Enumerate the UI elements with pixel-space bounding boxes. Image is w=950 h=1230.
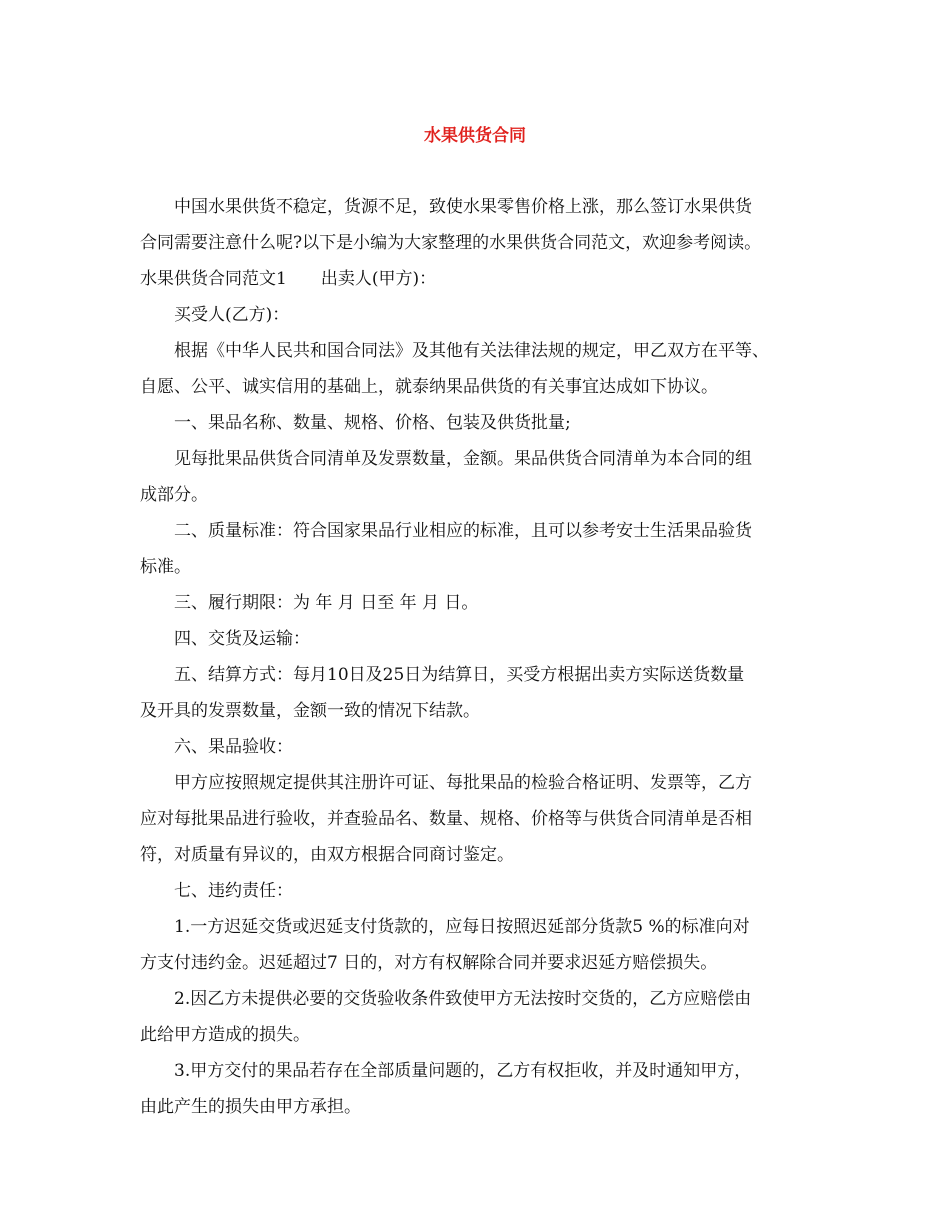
paragraph-line: 买受人(乙方)： — [174, 305, 290, 325]
paragraph-line: 根据《中华人民共和国合同法》及其他有关法律法规的规定，甲乙双方在平等、 — [174, 341, 769, 361]
sample-heading: 水果供货合同范文1 — [140, 269, 287, 289]
paragraph-line: 自愿、公平、诚实信用的基础上，就泰纳果品供货的有关事宜达成如下协议。 — [140, 377, 718, 397]
paragraph-line: 甲方应按照规定提供其注册许可证、每批果品的检验合格证明、发票等，乙方 — [174, 773, 752, 793]
document-body — [140, 189, 820, 1125]
paragraph-line: 标准。 — [140, 557, 191, 577]
section-heading: 五、结算方式：每月10日及25日为结算日，买受方根据出卖方实际送货数量 — [174, 665, 745, 685]
section-heading: 七、违约责任： — [174, 881, 293, 901]
paragraph-line: 及开具的发票数量，金额一致的情况下结款。 — [140, 701, 480, 721]
section-heading: 一、果品名称、数量、规格、价格、包装及供货批量; — [174, 413, 571, 433]
paragraph-line: 成部分。 — [140, 485, 208, 505]
section-heading: 六、果品验收： — [174, 737, 293, 757]
paragraph-line: 此给甲方造成的损失。 — [140, 1025, 310, 1045]
paragraph-line: 中国水果供货不稳定，货源不足，致使水果零售价格上涨，那么签订水果供货 — [174, 197, 752, 217]
paragraph-line — [140, 261, 820, 297]
paragraph-line: 符，对质量有异议的，由双方根据合同商讨鉴定。 — [140, 845, 514, 865]
paragraph-line: 合同需要注意什么呢?以下是小编为大家整理的水果供货合同范文，欢迎参考阅读。 — [140, 233, 762, 253]
paragraph-line: 1.一方迟延交货或迟延支付货款的，应每日按照迟延部分货款5 %的标准向对 — [174, 917, 750, 937]
paragraph-line: 方支付违约金。迟延超过7 日的，对方有权解除合同并要求迟延方赔偿损失。 — [140, 953, 718, 973]
paragraph-line: 见每批果品供货合同清单及发票数量，金额。果品供货合同清单为本合同的组 — [174, 449, 752, 469]
seller-label: 出卖人(甲方)： — [320, 269, 437, 289]
section-heading: 四、交货及运输： — [174, 629, 310, 649]
document-title: 水果供货合同 — [424, 126, 526, 146]
section-heading: 三、履行期限：为 年 月 日至 年 月 日。 — [174, 593, 479, 613]
paragraph-line: 3.甲方交付的果品若存在全部质量问题的，乙方有权拒收，并及时通知甲方， — [174, 1061, 752, 1081]
paragraph-line: 2.因乙方未提供必要的交货验收条件致使甲方无法按时交货的，乙方应赔偿由 — [174, 989, 752, 1009]
section-heading: 二、质量标准：符合国家果品行业相应的标准，且可以参考安士生活果品验货 — [174, 521, 752, 541]
paragraph-line: 由此产生的损失由甲方承担。 — [140, 1097, 361, 1117]
paragraph-line: 应对每批果品进行验收，并查验品名、数量、规格、价格等与供货合同清单是否相 — [140, 809, 752, 829]
